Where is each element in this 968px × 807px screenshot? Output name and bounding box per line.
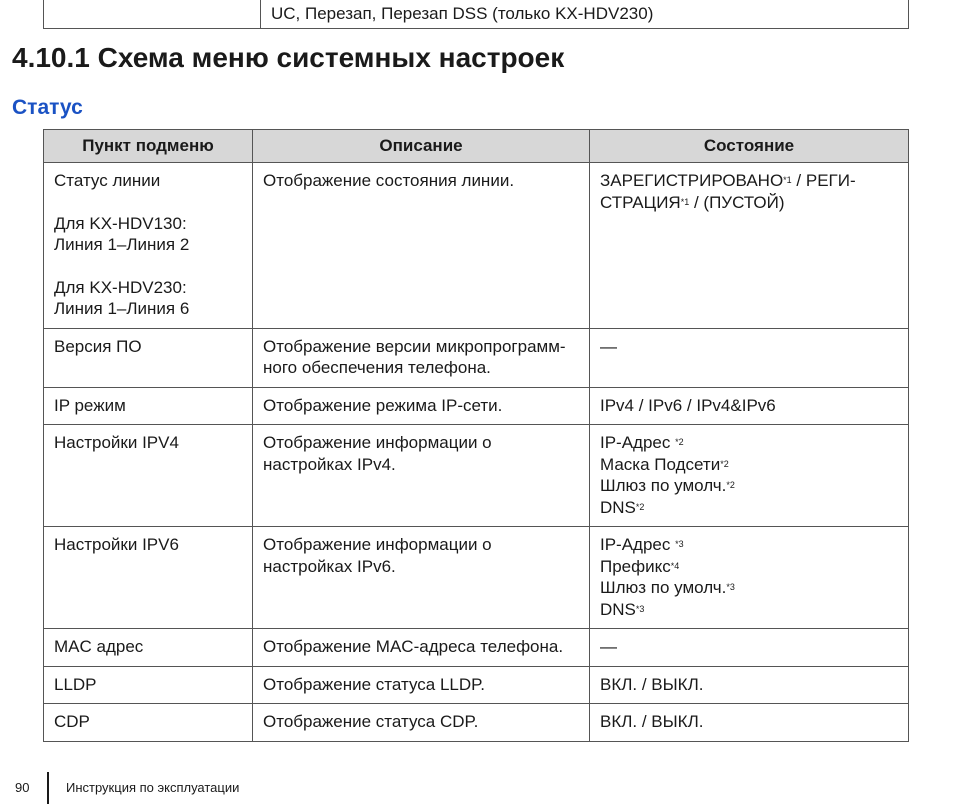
state-line: Маска Подсети$^{*2}$ <box>600 454 729 474</box>
state-line: ЗАРЕГИСТРИРОВАНО$^{*1}$ / РЕГИ- <box>600 171 856 190</box>
footnote-marker: *3 <box>675 539 684 549</box>
state-line: IP-Адрес $^{*2}$ <box>600 433 684 452</box>
state-line: IP-Адрес $^{*3}$ <box>600 535 684 554</box>
description-cell: Отображение версии микропрограмм- ного обеспечения телефона. <box>253 328 590 387</box>
item-cell: Настройки IPV6 <box>44 527 253 629</box>
state-line: СТРАЦИЯ$^{*1}$ / (ПУСТОЙ) <box>600 192 785 212</box>
state-line: Префикс$^{*4}$ <box>600 556 680 576</box>
item-line: Статус линии <box>54 171 161 190</box>
state-cell <box>590 425 909 527</box>
table-header-row <box>44 130 909 163</box>
state-cell: IPv4 / IPv6 / IPv4&IPv6 <box>590 387 909 425</box>
state-cell: — <box>590 328 909 387</box>
footnote-marker: *4 <box>670 560 680 571</box>
description-cell: Отображение статуса CDP. <box>253 704 590 742</box>
item-cell: MAC адрес <box>44 629 253 667</box>
footnote-marker: *2 <box>635 501 645 512</box>
item-cell <box>44 163 253 329</box>
footnote-marker: *1 <box>680 196 690 207</box>
footnote-marker: *2 <box>726 480 735 490</box>
description-cell: Отображение информации о настройках IPv6. <box>253 527 590 629</box>
item-line: Для KX-HDV230: <box>54 277 187 297</box>
table-row <box>44 704 909 742</box>
item-line: Для KX-HDV130: <box>54 213 187 233</box>
description-cell: Отображение информации о настройках IPv4. <box>253 425 590 527</box>
state-line: Шлюз по умолч.$^{*3}$ <box>600 578 735 597</box>
status-menu-table <box>43 129 909 742</box>
item-cell: LLDP <box>44 666 253 704</box>
column-header-item: Пункт подменю <box>44 130 253 163</box>
item-cell: IP режим <box>44 387 253 425</box>
footnote-marker: *3 <box>635 603 645 614</box>
item-line: Линия 1–Линия 6 <box>54 299 190 318</box>
footnote-marker: *2 <box>675 437 684 447</box>
subsection-heading: Статус <box>12 96 83 119</box>
footer-divider <box>47 772 49 804</box>
description-cell: Отображение состояния линии. <box>253 163 590 329</box>
footnote-marker: *3 <box>726 582 735 592</box>
table-row <box>44 163 909 329</box>
footer-text: Инструкция по эксплуатации <box>66 780 240 795</box>
state-cell: ВКЛ. / ВЫКЛ. <box>590 666 909 704</box>
table-row <box>44 328 909 387</box>
state-cell <box>590 527 909 629</box>
table-row <box>44 0 909 29</box>
table-row <box>44 666 909 704</box>
state-cell: — <box>590 629 909 667</box>
state-line: DNS$^{*3}$ <box>600 599 645 619</box>
description-cell: Отображение MAC-адреса телефона. <box>253 629 590 667</box>
page-number: 90 <box>15 780 30 795</box>
table-row <box>44 387 909 425</box>
item-cell: Версия ПО <box>44 328 253 387</box>
previous-table-fragment <box>43 0 909 29</box>
table-cell: UC, Перезап, Перезап DSS (только KX-HDV230) <box>261 0 909 29</box>
item-cell: Настройки IPV4 <box>44 425 253 527</box>
item-line: Линия 1–Линия 2 <box>54 235 190 254</box>
footnote-marker: *2 <box>720 458 729 469</box>
description-cell: Отображение статуса LLDP. <box>253 666 590 704</box>
description-cell: Отображение режима IP-сети. <box>253 387 590 425</box>
state-line: Шлюз по умолч.$^{*2}$ <box>600 476 735 495</box>
column-header-state: Состояние <box>590 130 909 163</box>
table-row <box>44 629 909 667</box>
item-cell: CDP <box>44 704 253 742</box>
footnote-marker: *1 <box>783 175 792 185</box>
section-heading: 4.10.1 Схема меню системных настроек <box>12 42 565 73</box>
table-row <box>44 425 909 527</box>
column-header-description: Описание <box>253 130 590 163</box>
state-cell: ВКЛ. / ВЫКЛ. <box>590 704 909 742</box>
state-cell <box>590 163 909 329</box>
table-row <box>44 527 909 629</box>
table-cell <box>44 0 261 29</box>
state-line: DNS$^{*2}$ <box>600 497 645 517</box>
